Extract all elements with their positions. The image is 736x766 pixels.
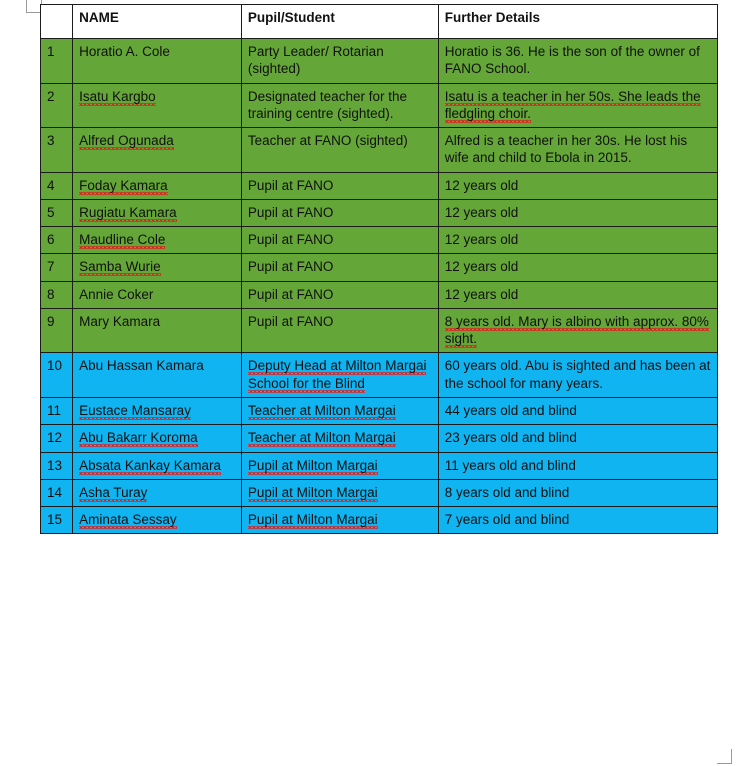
table-row [41, 397, 718, 424]
cell-name: Rugiatu Kamara [73, 199, 242, 226]
row-number: 15 [41, 507, 73, 534]
row-number: 14 [41, 479, 73, 506]
cell-name: Absata Kankay Kamara [73, 452, 242, 479]
table-row [41, 172, 718, 199]
cell-role: Teacher at Milton Margai [241, 425, 438, 452]
cell-details: Isatu is a teacher in her 50s. She leads the fledgling choir. [438, 83, 717, 128]
table-row [41, 254, 718, 281]
cell-details: 7 years old and blind [438, 507, 717, 534]
cell-name: Annie Coker [73, 281, 242, 308]
cell-name: Aminata Sessay [73, 507, 242, 534]
table-row [41, 39, 718, 84]
row-number: 6 [41, 227, 73, 254]
cell-role: Pupil at Milton Margai [241, 479, 438, 506]
column-header-number [41, 5, 73, 39]
row-number: 11 [41, 397, 73, 424]
table-row [41, 507, 718, 534]
cell-name: Abu Bakarr Koroma [73, 425, 242, 452]
row-number: 5 [41, 199, 73, 226]
row-number: 2 [41, 83, 73, 128]
row-number: 3 [41, 128, 73, 173]
cell-role: Pupil at FANO [241, 254, 438, 281]
cell-name: Abu Hassan Kamara [73, 353, 242, 398]
table-row [41, 128, 718, 173]
cell-details: 12 years old [438, 199, 717, 226]
table-body [41, 39, 718, 534]
cell-role: Pupil at FANO [241, 227, 438, 254]
cell-role: Pupil at FANO [241, 308, 438, 353]
cell-role: Deputy Head at Milton Margai School for the Blind [241, 353, 438, 398]
row-number: 9 [41, 308, 73, 353]
cell-details: 12 years old [438, 172, 717, 199]
cell-role: Party Leader/ Rotarian (sighted) [241, 39, 438, 84]
row-number: 8 [41, 281, 73, 308]
column-header-role: Pupil/Student [241, 5, 438, 39]
row-number: 4 [41, 172, 73, 199]
participants-table [40, 4, 718, 534]
cell-role: Pupil at Milton Margai [241, 507, 438, 534]
table-row [41, 227, 718, 254]
cell-role: Pupil at FANO [241, 281, 438, 308]
table-row [41, 281, 718, 308]
row-number: 7 [41, 254, 73, 281]
cell-role: Teacher at Milton Margai [241, 397, 438, 424]
cell-details: 11 years old and blind [438, 452, 717, 479]
table-row [41, 83, 718, 128]
table-header [41, 5, 718, 39]
table-row [41, 353, 718, 398]
cell-role: Teacher at FANO (sighted) [241, 128, 438, 173]
cell-details: 44 years old and blind [438, 397, 717, 424]
cell-name: Samba Wurie [73, 254, 242, 281]
cell-name: Eustace Mansaray [73, 397, 242, 424]
cell-name: Maudline Cole [73, 227, 242, 254]
table-row [41, 452, 718, 479]
column-header-details: Further Details [438, 5, 717, 39]
cell-role: Pupil at FANO [241, 199, 438, 226]
row-number: 12 [41, 425, 73, 452]
cell-details: Alfred is a teacher in her 30s. He lost his wife and child to Ebola in 2015. [438, 128, 717, 173]
column-header-name: NAME [73, 5, 242, 39]
row-number: 1 [41, 39, 73, 84]
cell-name: Mary Kamara [73, 308, 242, 353]
cell-name: Alfred Ogunada [73, 128, 242, 173]
cell-details: 12 years old [438, 254, 717, 281]
cell-role: Pupil at Milton Margai [241, 452, 438, 479]
row-number: 13 [41, 452, 73, 479]
cell-role: Designated teacher for the training centre (sighted). [241, 83, 438, 128]
cell-details: 8 years old. Mary is albino with approx. 80% sight. [438, 308, 717, 353]
cell-details: 60 years old. Abu is sighted and has been at the school for many years. [438, 353, 717, 398]
table-row [41, 425, 718, 452]
cell-details: 12 years old [438, 227, 717, 254]
page-corner-marker [717, 749, 732, 764]
cell-details: 8 years old and blind [438, 479, 717, 506]
cell-name: Asha Turay [73, 479, 242, 506]
cell-name: Isatu Kargbo [73, 83, 242, 128]
row-number: 10 [41, 353, 73, 398]
cell-name: Horatio A. Cole [73, 39, 242, 84]
table-row [41, 199, 718, 226]
cell-details: 23 years old and blind [438, 425, 717, 452]
cell-name: Foday Kamara [73, 172, 242, 199]
cell-details: 12 years old [438, 281, 717, 308]
cell-details: Horatio is 36. He is the son of the owner of FANO School. [438, 39, 717, 84]
cell-role: Pupil at FANO [241, 172, 438, 199]
table-row [41, 308, 718, 353]
table-row [41, 479, 718, 506]
table-header-row [41, 5, 718, 39]
